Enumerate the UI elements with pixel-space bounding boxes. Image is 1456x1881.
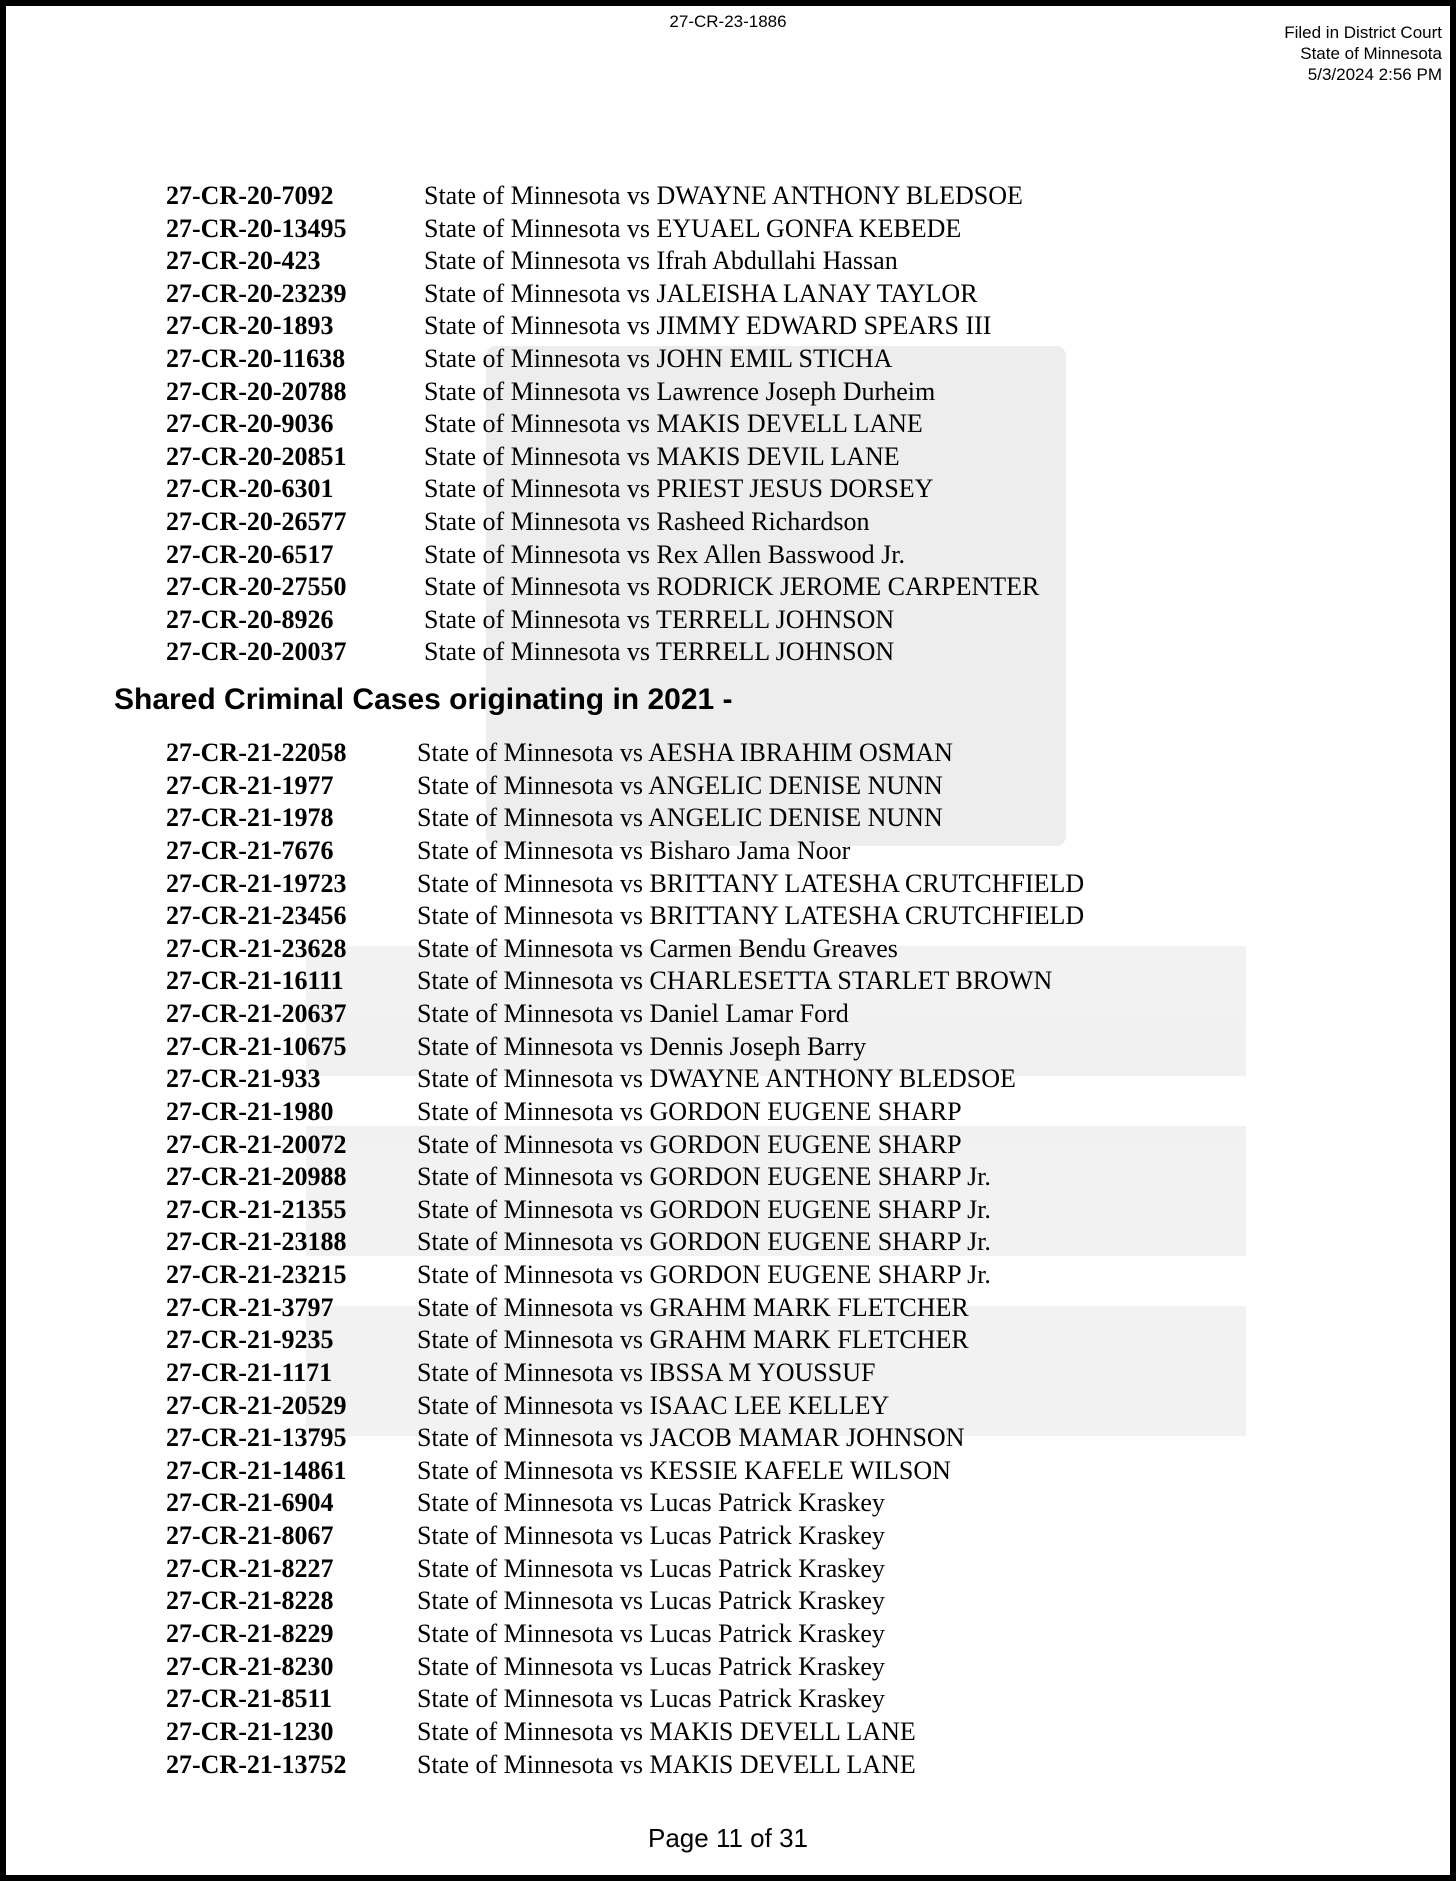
case-number: 27-CR-21-22058: [166, 738, 347, 767]
case-title: State of Minnesota vs Rasheed Richardson: [424, 507, 870, 536]
case-row: [6, 770, 1450, 802]
case-number: 27-CR-20-1893: [166, 311, 334, 341]
case-number: 27-CR-21-8227: [166, 1553, 334, 1583]
case-title: State of Minnesota vs Ifrah Abdullahi Hassan: [424, 246, 898, 276]
case-title: State of Minnesota vs MAKIS DEVIL LANE: [424, 441, 900, 471]
case-row: [6, 1161, 1450, 1193]
case-title: State of Minnesota vs ANGELIC DENISE NUNN: [417, 803, 943, 833]
case-title: State of Minnesota vs Lucas Patrick Kraskey: [417, 1521, 885, 1551]
case-number: 27-CR-21-21355: [166, 1194, 347, 1224]
case-title: State of Minnesota vs Lucas Patrick Kraskey: [417, 1586, 885, 1616]
case-row: [6, 1618, 1450, 1650]
section-heading-2021: Shared Criminal Cases originating in 2021 -: [114, 683, 733, 716]
case-title: State of Minnesota vs MAKIS DEVELL LANE: [417, 1716, 916, 1746]
case-row: [6, 1651, 1450, 1683]
case-title: State of Minnesota vs Lucas Patrick Kraskey: [417, 1488, 885, 1518]
case-title: State of Minnesota vs AESHA IBRAHIM OSMAN: [417, 738, 953, 767]
case-title: State of Minnesota vs DWAYNE ANTHONY BLEDSOE: [424, 181, 1023, 210]
filed-stamp-line: Filed in District Court: [1284, 23, 1442, 42]
case-title: State of Minnesota vs Daniel Lamar Ford: [417, 999, 849, 1029]
case-row: [6, 1031, 1450, 1063]
case-title: State of Minnesota vs Dennis Joseph Barry: [417, 1031, 867, 1061]
case-title: State of Minnesota vs TERRELL JOHNSON: [424, 604, 895, 634]
case-number: 27-CR-20-23239: [166, 278, 347, 308]
case-title: State of Minnesota vs JOHN EMIL STICHA: [424, 344, 893, 373]
case-title: State of Minnesota vs GORDON EUGENE SHARP: [417, 1096, 962, 1126]
case-title: State of Minnesota vs MAKIS DEVELL LANE: [417, 1749, 916, 1779]
case-row: [6, 180, 1450, 212]
case-number: 27-CR-21-13752: [166, 1749, 347, 1779]
case-title: State of Minnesota vs Carmen Bendu Greaves: [417, 933, 898, 963]
case-title: State of Minnesota vs Lawrence Joseph Durheim: [424, 376, 936, 406]
case-row: [6, 441, 1450, 473]
filed-stamp: [1284, 22, 1442, 85]
case-title: State of Minnesota vs DWAYNE ANTHONY BLEDSOE: [417, 1064, 1016, 1094]
case-row: [6, 1129, 1450, 1161]
case-number: 27-CR-21-20988: [166, 1162, 347, 1192]
case-number: 27-CR-21-23456: [166, 901, 347, 931]
case-number: 27-CR-20-423: [166, 246, 321, 276]
case-title: State of Minnesota vs GRAHM MARK FLETCHER: [417, 1325, 969, 1355]
case-number: 27-CR-21-13795: [166, 1423, 347, 1453]
filed-stamp-line: State of Minnesota: [1300, 44, 1442, 63]
case-number: 27-CR-21-933: [166, 1064, 321, 1094]
case-number: 27-CR-21-8067: [166, 1521, 334, 1551]
case-number: 27-CR-21-23215: [166, 1260, 347, 1290]
case-title: State of Minnesota vs CHARLESETTA STARLET BROWN: [417, 966, 1053, 996]
case-title: State of Minnesota vs ISAAC LEE KELLEY: [417, 1390, 890, 1420]
case-row: [6, 737, 1450, 769]
case-row: [6, 998, 1450, 1030]
case-number: 27-CR-21-8230: [166, 1651, 334, 1681]
case-row: [6, 245, 1450, 277]
case-number: 27-CR-21-9235: [166, 1325, 334, 1355]
case-title: State of Minnesota vs JACOB MAMAR JOHNSON: [417, 1423, 965, 1453]
case-row: [6, 278, 1450, 310]
case-row: [6, 1749, 1450, 1781]
case-row: [6, 1292, 1450, 1324]
case-title: State of Minnesota vs MAKIS DEVELL LANE: [424, 409, 923, 439]
case-number: 27-CR-20-8926: [166, 604, 334, 634]
case-number: 27-CR-20-26577: [166, 507, 347, 536]
case-number: 27-CR-20-20788: [166, 376, 347, 406]
case-number: 27-CR-20-11638: [166, 344, 346, 373]
case-title: State of Minnesota vs GORDON EUGENE SHARP Jr.: [417, 1227, 991, 1257]
document-case-id: 27-CR-23-1886: [669, 12, 787, 31]
case-row: [6, 835, 1450, 867]
case-title: State of Minnesota vs KESSIE KAFELE WILSON: [417, 1455, 951, 1485]
case-row: [6, 1357, 1450, 1389]
case-title: State of Minnesota vs Rex Allen Basswood Jr.: [424, 539, 905, 569]
case-title: State of Minnesota vs GORDON EUGENE SHARP: [417, 1129, 962, 1159]
case-row: [6, 604, 1450, 636]
case-row: [6, 933, 1450, 965]
case-title: State of Minnesota vs JIMMY EDWARD SPEARS III: [424, 311, 992, 341]
case-number: 27-CR-20-6517: [166, 539, 334, 569]
case-title: State of Minnesota vs PRIEST JESUS DORSEY: [424, 474, 934, 504]
case-row: [6, 1194, 1450, 1226]
case-title: State of Minnesota vs TERRELL JOHNSON: [424, 637, 895, 667]
case-row: [6, 1683, 1450, 1715]
case-number: 27-CR-21-1977: [166, 770, 334, 800]
case-row: [6, 1324, 1450, 1356]
case-row: [6, 408, 1450, 440]
case-number: 27-CR-21-6904: [166, 1488, 334, 1518]
case-number: 27-CR-21-1980: [166, 1096, 334, 1126]
case-row: [6, 1487, 1450, 1519]
case-number: 27-CR-21-23628: [166, 933, 347, 963]
case-number: 27-CR-21-7676: [166, 835, 334, 865]
case-row: [6, 310, 1450, 342]
page-number: Page 11 of 31: [648, 1823, 808, 1853]
case-row: [6, 802, 1450, 834]
case-row: [6, 1553, 1450, 1585]
case-row: [6, 506, 1450, 538]
case-row: [6, 539, 1450, 571]
case-title: State of Minnesota vs GORDON EUGENE SHARP Jr.: [417, 1260, 991, 1290]
case-title: State of Minnesota vs GORDON EUGENE SHARP Jr.: [417, 1194, 991, 1224]
case-number: 27-CR-21-8229: [166, 1619, 334, 1648]
case-title: State of Minnesota vs Lucas Patrick Kraskey: [417, 1651, 885, 1681]
case-number: 27-CR-21-1230: [166, 1716, 334, 1746]
case-number: 27-CR-21-8511: [166, 1684, 333, 1714]
case-number: 27-CR-21-16111: [166, 966, 344, 996]
case-row: [6, 965, 1450, 997]
case-row: [6, 900, 1450, 932]
case-number: 27-CR-20-6301: [166, 474, 334, 504]
case-number: 27-CR-21-10675: [166, 1031, 347, 1061]
case-row: [6, 1063, 1450, 1095]
case-row: [6, 1520, 1450, 1552]
case-row: [6, 1716, 1450, 1748]
case-number: 27-CR-21-3797: [166, 1292, 334, 1322]
case-title: State of Minnesota vs BRITTANY LATESHA CRUTCHFIELD: [417, 868, 1085, 898]
case-row: [6, 1585, 1450, 1617]
case-row: [6, 473, 1450, 505]
case-row: [6, 636, 1450, 668]
case-number: 27-CR-21-23188: [166, 1227, 347, 1257]
case-number: 27-CR-21-1978: [166, 803, 334, 833]
case-number: 27-CR-21-14861: [166, 1455, 347, 1485]
case-title: State of Minnesota vs Lucas Patrick Kraskey: [417, 1684, 885, 1714]
case-number: 27-CR-20-7092: [166, 181, 334, 210]
case-number: 27-CR-20-9036: [166, 409, 334, 439]
case-number: 27-CR-21-19723: [166, 868, 347, 898]
case-number: 27-CR-20-27550: [166, 572, 347, 602]
case-row: [6, 1455, 1450, 1487]
case-number: 27-CR-21-1171: [166, 1357, 333, 1387]
case-title: State of Minnesota vs Bisharo Jama Noor: [417, 835, 851, 865]
case-row: [6, 1096, 1450, 1128]
case-title: State of Minnesota vs RODRICK JEROME CARPENTER: [424, 572, 1040, 602]
case-number: 27-CR-20-13495: [166, 213, 347, 243]
case-title: State of Minnesota vs GRAHM MARK FLETCHER: [417, 1292, 969, 1322]
case-row: [6, 376, 1450, 408]
case-row: [6, 571, 1450, 603]
case-row: [6, 1259, 1450, 1291]
case-title: State of Minnesota vs JALEISHA LANAY TAYLOR: [424, 278, 978, 308]
case-row: [6, 213, 1450, 245]
case-title: State of Minnesota vs ANGELIC DENISE NUNN: [417, 770, 943, 800]
case-title: State of Minnesota vs BRITTANY LATESHA CRUTCHFIELD: [417, 901, 1085, 931]
case-row: [6, 1226, 1450, 1258]
case-row: [6, 343, 1450, 375]
case-title: State of Minnesota vs IBSSA M YOUSSUF: [417, 1357, 876, 1387]
case-number: 27-CR-21-20072: [166, 1129, 347, 1159]
case-number: 27-CR-21-20529: [166, 1390, 347, 1420]
case-number: 27-CR-20-20851: [166, 441, 347, 471]
case-row: [6, 1422, 1450, 1454]
case-row: [6, 1390, 1450, 1422]
case-row: [6, 868, 1450, 900]
case-title: State of Minnesota vs GORDON EUGENE SHARP Jr.: [417, 1162, 991, 1192]
case-title: State of Minnesota vs Lucas Patrick Kraskey: [417, 1553, 885, 1583]
case-title: State of Minnesota vs Lucas Patrick Kraskey: [417, 1619, 885, 1648]
case-number: 27-CR-20-20037: [166, 637, 347, 667]
case-number: 27-CR-21-8228: [166, 1586, 334, 1616]
case-title: State of Minnesota vs EYUAEL GONFA KEBEDE: [424, 213, 962, 243]
filed-stamp-timestamp: 5/3/2024 2:56 PM: [1307, 65, 1442, 84]
case-number: 27-CR-21-20637: [166, 999, 347, 1029]
